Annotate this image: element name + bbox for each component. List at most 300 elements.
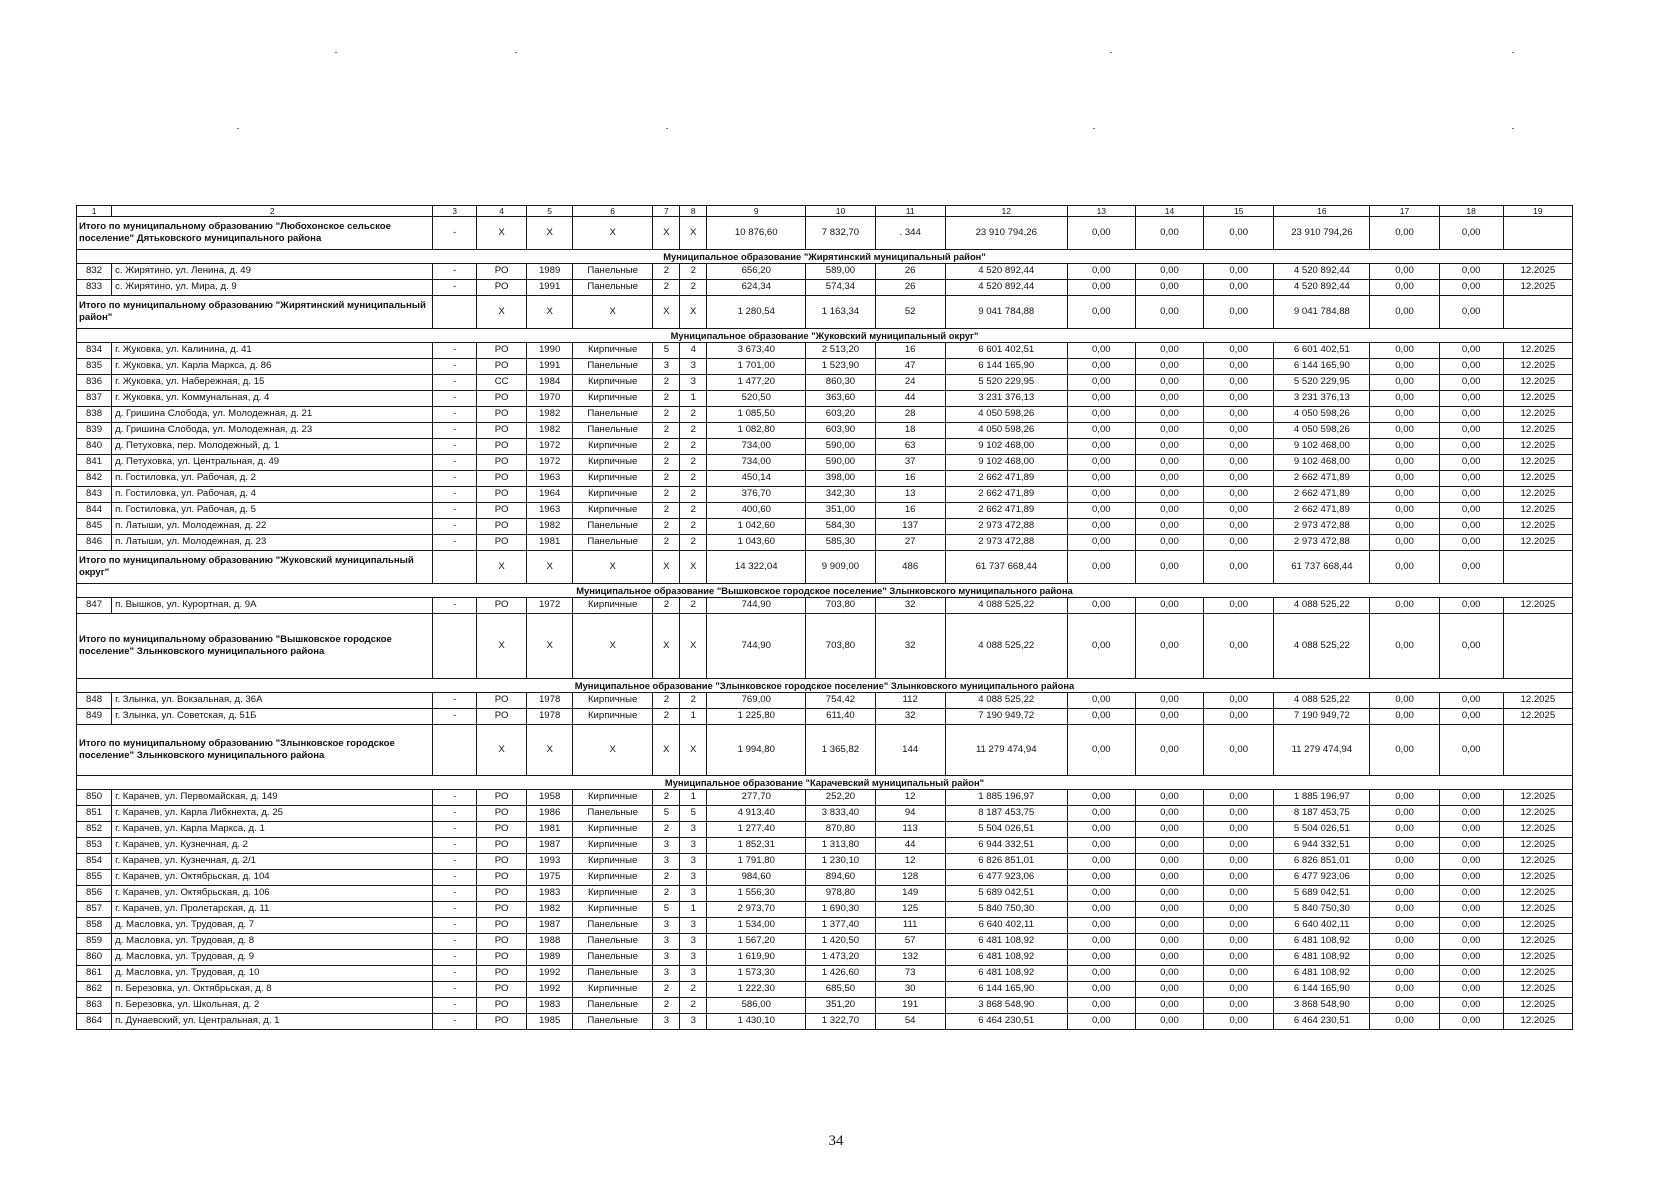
table-cell: 0,00 <box>1067 870 1135 886</box>
table-cell: 0,00 <box>1135 423 1203 439</box>
table-cell: 0,00 <box>1439 982 1503 998</box>
building-address: г. Карачев, ул. Карла Маркса, д. 1 <box>112 822 433 838</box>
table-cell: 0,00 <box>1204 264 1274 280</box>
table-cell: 0,00 <box>1439 343 1503 359</box>
table-cell: 0,00 <box>1067 790 1135 806</box>
table-cell: 6 826 851,01 <box>1274 854 1370 870</box>
table-row <box>77 487 1573 503</box>
table-cell: 1 701,00 <box>707 359 806 375</box>
table-cell: 2 513,20 <box>806 343 875 359</box>
table-cell: 1983 <box>527 886 572 902</box>
table-cell: - <box>433 535 476 551</box>
total-cell: 0,00 <box>1439 725 1503 776</box>
table-cell: 0,00 <box>1135 918 1203 934</box>
table-cell: 1958 <box>527 790 572 806</box>
table-cell: 1 690,30 <box>806 902 875 918</box>
table-cell: 0,00 <box>1370 950 1439 966</box>
table-cell: 3 <box>653 934 680 950</box>
table-cell: 585,30 <box>806 535 875 551</box>
table-cell: 7 190 949,72 <box>1274 709 1370 725</box>
table-cell: 6 477 923,06 <box>1274 870 1370 886</box>
table-cell: 2 <box>653 423 680 439</box>
table-cell: 28 <box>875 407 945 423</box>
table-cell: 2 <box>653 471 680 487</box>
table-cell: РО <box>476 487 527 503</box>
table-cell: РО <box>476 535 527 551</box>
table-cell: 2 <box>680 503 707 519</box>
table-row <box>77 503 1573 519</box>
table-cell: 0,00 <box>1067 407 1135 423</box>
table-cell: 1981 <box>527 822 572 838</box>
table-cell: - <box>433 280 476 296</box>
total-cell: X <box>572 614 653 679</box>
table-cell: 4 088 525,22 <box>1274 693 1370 709</box>
table-cell: 1 534,00 <box>707 918 806 934</box>
table-cell: 8 187 453,75 <box>945 806 1067 822</box>
table-cell: 1989 <box>527 264 572 280</box>
table-cell: 685,50 <box>806 982 875 998</box>
table-cell: 703,80 <box>806 598 875 614</box>
table-row <box>77 854 1573 870</box>
table-cell: 0,00 <box>1439 359 1503 375</box>
table-cell: 0,00 <box>1204 471 1274 487</box>
table-cell: 2 <box>653 693 680 709</box>
table-cell: 12.2025 <box>1503 1014 1572 1030</box>
table-cell: 12.2025 <box>1503 902 1572 918</box>
table-cell: - <box>433 1014 476 1030</box>
table-cell: 0,00 <box>1067 709 1135 725</box>
table-cell: 0,00 <box>1135 455 1203 471</box>
table-cell: - <box>433 455 476 471</box>
table-cell: 0,00 <box>1439 407 1503 423</box>
row-number: 860 <box>77 950 112 966</box>
table-cell: 12.2025 <box>1503 966 1572 982</box>
total-cell: X <box>680 725 707 776</box>
table-cell: 1 043,60 <box>707 535 806 551</box>
table-cell: 0,00 <box>1135 487 1203 503</box>
municipality-total-row <box>77 296 1573 329</box>
table-cell: 590,00 <box>806 455 875 471</box>
building-address: д. Масловка, ул. Трудовая, д. 8 <box>112 934 433 950</box>
table-cell: Кирпичные <box>572 391 653 407</box>
total-cell: 0,00 <box>1067 551 1135 584</box>
table-cell: 2 <box>680 280 707 296</box>
table-cell: 6 144 165,90 <box>945 982 1067 998</box>
table-cell: 0,00 <box>1370 886 1439 902</box>
table-cell: 1 082,80 <box>707 423 806 439</box>
table-cell: 2 <box>680 455 707 471</box>
table-cell: 4 050 598,26 <box>1274 407 1370 423</box>
table-cell: Панельные <box>572 519 653 535</box>
table-cell: 1 225,80 <box>707 709 806 725</box>
table-cell: 0,00 <box>1439 439 1503 455</box>
table-cell: 1 313,80 <box>806 838 875 854</box>
table-cell: 0,00 <box>1439 886 1503 902</box>
table-cell: 191 <box>875 998 945 1014</box>
table-cell: - <box>433 998 476 1014</box>
table-cell: РО <box>476 902 527 918</box>
table-cell: 0,00 <box>1204 359 1274 375</box>
table-cell: РО <box>476 423 527 439</box>
table-row <box>77 950 1573 966</box>
column-number-cell: 11 <box>875 206 945 217</box>
total-cell: 0,00 <box>1067 725 1135 776</box>
column-number-cell: 7 <box>653 206 680 217</box>
total-label: Итого по муниципальному образованию "Злынковское городское поселение" Злынковского муниципального района <box>77 725 433 776</box>
table-cell: РО <box>476 519 527 535</box>
table-cell: 0,00 <box>1067 950 1135 966</box>
building-address: г. Карачев, ул. Октябрьская, д. 104 <box>112 870 433 886</box>
table-row <box>77 918 1573 934</box>
table-cell: - <box>433 902 476 918</box>
table-cell: 6 481 108,92 <box>945 966 1067 982</box>
table-cell: 12.2025 <box>1503 918 1572 934</box>
table-cell: 2 <box>653 264 680 280</box>
table-cell: 0,00 <box>1204 982 1274 998</box>
table-cell: - <box>433 503 476 519</box>
table-cell: 1 420,50 <box>806 934 875 950</box>
table-cell: 2 <box>653 709 680 725</box>
table-cell: 0,00 <box>1067 902 1135 918</box>
municipality-section-header <box>77 679 1573 693</box>
table-row <box>77 693 1573 709</box>
column-number-cell: 4 <box>476 206 527 217</box>
total-cell: 32 <box>875 614 945 679</box>
table-cell: 4 520 892,44 <box>1274 280 1370 296</box>
register-sheet <box>76 205 1573 1030</box>
housing-register-table <box>76 205 1573 1030</box>
column-number-row <box>77 206 1573 217</box>
table-cell: РО <box>476 598 527 614</box>
total-cell: 0,00 <box>1370 217 1439 250</box>
table-cell: - <box>433 822 476 838</box>
table-cell: - <box>433 854 476 870</box>
table-cell: 5 840 750,30 <box>1274 902 1370 918</box>
table-cell: 1990 <box>527 343 572 359</box>
table-cell: 0,00 <box>1370 709 1439 725</box>
table-cell: 3 231 376,13 <box>1274 391 1370 407</box>
building-address: д. Масловка, ул. Трудовая, д. 10 <box>112 966 433 982</box>
table-cell: 0,00 <box>1067 998 1135 1014</box>
table-cell: 7 190 949,72 <box>945 709 1067 725</box>
total-cell: X <box>527 614 572 679</box>
row-number: 837 <box>77 391 112 407</box>
table-cell: 0,00 <box>1439 280 1503 296</box>
table-cell: - <box>433 407 476 423</box>
table-cell: 37 <box>875 455 945 471</box>
table-cell: 6 944 332,51 <box>945 838 1067 854</box>
table-cell: 0,00 <box>1439 806 1503 822</box>
table-cell: 2 <box>680 519 707 535</box>
table-cell: 5 689 042,51 <box>945 886 1067 902</box>
table-cell: 0,00 <box>1067 519 1135 535</box>
table-cell: 0,00 <box>1439 918 1503 934</box>
table-cell: 0,00 <box>1439 693 1503 709</box>
table-row <box>77 806 1573 822</box>
table-cell: РО <box>476 1014 527 1030</box>
table-cell: 0,00 <box>1135 535 1203 551</box>
table-cell: 2 <box>680 998 707 1014</box>
table-cell: Кирпичные <box>572 455 653 471</box>
table-cell: 2 <box>653 519 680 535</box>
table-cell: 12.2025 <box>1503 439 1572 455</box>
table-cell: 0,00 <box>1439 264 1503 280</box>
table-cell: 44 <box>875 391 945 407</box>
building-address: г. Злынка, ул. Вокзальная, д. 36А <box>112 693 433 709</box>
table-cell: 351,00 <box>806 503 875 519</box>
table-cell: 112 <box>875 693 945 709</box>
total-cell: 0,00 <box>1204 551 1274 584</box>
table-cell: 12.2025 <box>1503 886 1572 902</box>
building-address: д. Петуховка, пер. Молодежный, д. 1 <box>112 439 433 455</box>
table-cell: 12.2025 <box>1503 423 1572 439</box>
total-cell: 61 737 668,44 <box>945 551 1067 584</box>
municipality-total-row <box>77 725 1573 776</box>
table-cell: 1978 <box>527 709 572 725</box>
table-cell: РО <box>476 822 527 838</box>
column-number-cell: 17 <box>1370 206 1439 217</box>
building-address: д. Гришина Слобода, ул. Молодежная, д. 23 <box>112 423 433 439</box>
table-cell: 1986 <box>527 806 572 822</box>
table-cell: 351,20 <box>806 998 875 1014</box>
table-cell: 12.2025 <box>1503 535 1572 551</box>
building-address: п. Березовка, ул. Школьная, д. 2 <box>112 998 433 1014</box>
table-cell: 2 973 472,88 <box>945 519 1067 535</box>
column-number-cell: 5 <box>527 206 572 217</box>
table-cell: 1982 <box>527 407 572 423</box>
table-cell: 0,00 <box>1135 838 1203 854</box>
total-cell: 0,00 <box>1135 217 1203 250</box>
table-row <box>77 790 1573 806</box>
total-cell: 9 909,00 <box>806 551 875 584</box>
total-cell: 23 910 794,26 <box>1274 217 1370 250</box>
total-cell: X <box>476 725 527 776</box>
table-cell: Кирпичные <box>572 503 653 519</box>
scan-speck <box>1093 128 1095 129</box>
table-cell: 0,00 <box>1135 822 1203 838</box>
table-cell: 0,00 <box>1067 439 1135 455</box>
table-cell: Панельные <box>572 934 653 950</box>
table-cell: 24 <box>875 375 945 391</box>
table-cell: 2 973 472,88 <box>1274 519 1370 535</box>
table-cell: 4 520 892,44 <box>945 280 1067 296</box>
total-cell: 1 163,34 <box>806 296 875 329</box>
table-cell: - <box>433 487 476 503</box>
table-cell: 1981 <box>527 535 572 551</box>
total-cell: X <box>653 614 680 679</box>
table-row <box>77 343 1573 359</box>
table-cell: 1 377,40 <box>806 918 875 934</box>
table-cell: 0,00 <box>1370 982 1439 998</box>
total-cell: X <box>680 217 707 250</box>
table-cell: 5 <box>680 806 707 822</box>
table-row <box>77 1014 1573 1030</box>
table-cell: 624,34 <box>707 280 806 296</box>
table-cell: 12.2025 <box>1503 934 1572 950</box>
table-cell: 1 567,20 <box>707 934 806 950</box>
table-cell: 0,00 <box>1204 902 1274 918</box>
table-cell: 4 088 525,22 <box>945 598 1067 614</box>
table-cell: 12.2025 <box>1503 391 1572 407</box>
table-cell: 3 <box>680 1014 707 1030</box>
total-cell <box>1503 551 1572 584</box>
total-cell: X <box>653 551 680 584</box>
table-cell: 0,00 <box>1439 966 1503 982</box>
table-cell: 12.2025 <box>1503 280 1572 296</box>
total-cell: 0,00 <box>1204 725 1274 776</box>
table-cell: 0,00 <box>1067 343 1135 359</box>
table-cell: 1 852,31 <box>707 838 806 854</box>
table-cell: 12.2025 <box>1503 359 1572 375</box>
table-cell: 1972 <box>527 598 572 614</box>
column-number-cell: 16 <box>1274 206 1370 217</box>
table-cell: 0,00 <box>1370 966 1439 982</box>
table-cell: 12.2025 <box>1503 838 1572 854</box>
municipality-total-row <box>77 551 1573 584</box>
municipality-section-header <box>77 329 1573 343</box>
total-label: Итого по муниципальному образованию "Любохонское сельское поселение" Дятьковского муниципального района <box>77 217 433 250</box>
table-cell: 754,42 <box>806 693 875 709</box>
table-cell: 0,00 <box>1439 934 1503 950</box>
table-cell: 3 <box>680 854 707 870</box>
table-cell: 2 <box>653 439 680 455</box>
table-cell: 574,34 <box>806 280 875 296</box>
table-cell: 1983 <box>527 998 572 1014</box>
table-cell: 1987 <box>527 918 572 934</box>
table-cell: РО <box>476 950 527 966</box>
table-cell: 1 473,20 <box>806 950 875 966</box>
table-cell: 0,00 <box>1204 709 1274 725</box>
table-cell: 1 042,60 <box>707 519 806 535</box>
row-number: 839 <box>77 423 112 439</box>
total-cell: 0,00 <box>1135 551 1203 584</box>
table-cell: - <box>433 806 476 822</box>
table-cell: 0,00 <box>1204 790 1274 806</box>
table-cell: - <box>433 918 476 934</box>
row-number: 855 <box>77 870 112 886</box>
table-cell: 0,00 <box>1439 598 1503 614</box>
row-number: 838 <box>77 407 112 423</box>
total-cell: 0,00 <box>1135 614 1203 679</box>
total-cell: X <box>680 614 707 679</box>
column-number-cell: 12 <box>945 206 1067 217</box>
table-row <box>77 902 1573 918</box>
column-number-cell: 1 <box>77 206 112 217</box>
building-address: г. Жуковка, ул. Набережная, д. 15 <box>112 375 433 391</box>
table-cell: 2 973,70 <box>707 902 806 918</box>
table-cell: Панельные <box>572 918 653 934</box>
table-cell: 984,60 <box>707 870 806 886</box>
table-cell: 4 050 598,26 <box>945 423 1067 439</box>
table-cell: 0,00 <box>1370 998 1439 1014</box>
table-cell: Панельные <box>572 950 653 966</box>
building-address: с. Жирятино, ул. Мира, д. 9 <box>112 280 433 296</box>
table-cell: 1992 <box>527 982 572 998</box>
total-cell: X <box>653 296 680 329</box>
table-cell: 0,00 <box>1135 870 1203 886</box>
table-cell: 0,00 <box>1370 407 1439 423</box>
row-number: 847 <box>77 598 112 614</box>
table-cell: РО <box>476 870 527 886</box>
table-cell: 54 <box>875 1014 945 1030</box>
table-cell: 0,00 <box>1439 423 1503 439</box>
table-cell: - <box>433 375 476 391</box>
table-cell: 0,00 <box>1135 693 1203 709</box>
total-cell <box>433 725 476 776</box>
section-title: Муниципальное образование "Жуковский муниципальный округ" <box>77 329 1573 343</box>
scan-speck <box>1110 52 1112 53</box>
table-body <box>77 206 1573 1030</box>
building-address: д. Масловка, ул. Трудовая, д. 7 <box>112 918 433 934</box>
table-cell: 1 791,80 <box>707 854 806 870</box>
table-cell: 1991 <box>527 359 572 375</box>
table-cell: 6 601 402,51 <box>1274 343 1370 359</box>
table-cell: 1 885 196,97 <box>945 790 1067 806</box>
building-address: г. Карачев, ул. Карла Либкнехта, д. 25 <box>112 806 433 822</box>
table-cell: 0,00 <box>1439 950 1503 966</box>
table-cell: 1975 <box>527 870 572 886</box>
row-number: 854 <box>77 854 112 870</box>
table-cell: 0,00 <box>1370 455 1439 471</box>
table-cell: 1 573,30 <box>707 966 806 982</box>
table-cell: 0,00 <box>1067 423 1135 439</box>
table-cell: 3 <box>653 854 680 870</box>
table-cell: 113 <box>875 822 945 838</box>
table-cell: 0,00 <box>1204 886 1274 902</box>
total-cell: 9 041 784,88 <box>945 296 1067 329</box>
building-address: г. Жуковка, ул. Калинина, д. 41 <box>112 343 433 359</box>
table-cell: 2 <box>653 407 680 423</box>
table-cell: 1 <box>680 790 707 806</box>
section-title: Муниципальное образование "Злынковское городское поселение" Злынковского муниципального района <box>77 679 1573 693</box>
table-cell: 611,40 <box>806 709 875 725</box>
table-cell: - <box>433 790 476 806</box>
table-cell: 2 <box>653 870 680 886</box>
table-cell: РО <box>476 455 527 471</box>
table-cell: 744,90 <box>707 598 806 614</box>
table-cell: 1972 <box>527 455 572 471</box>
table-cell: 4 520 892,44 <box>1274 264 1370 280</box>
total-cell: X <box>527 551 572 584</box>
column-number-cell: 10 <box>806 206 875 217</box>
table-cell: Кирпичные <box>572 790 653 806</box>
table-cell: 0,00 <box>1135 471 1203 487</box>
table-cell: 2 662 471,89 <box>945 471 1067 487</box>
table-cell: 2 <box>653 503 680 519</box>
table-cell: 0,00 <box>1135 503 1203 519</box>
table-cell: 1972 <box>527 439 572 455</box>
table-cell: 12.2025 <box>1503 455 1572 471</box>
table-cell: 0,00 <box>1067 838 1135 854</box>
table-row <box>77 838 1573 854</box>
table-cell: 5 504 026,51 <box>945 822 1067 838</box>
table-cell: Панельные <box>572 1014 653 1030</box>
row-number: 848 <box>77 693 112 709</box>
table-cell: 6 464 230,51 <box>1274 1014 1370 1030</box>
table-cell: Кирпичные <box>572 982 653 998</box>
table-cell: 2 <box>653 535 680 551</box>
total-cell: 0,00 <box>1067 296 1135 329</box>
table-cell: 1988 <box>527 934 572 950</box>
table-cell: 0,00 <box>1370 423 1439 439</box>
table-row <box>77 391 1573 407</box>
row-number: 858 <box>77 918 112 934</box>
total-cell <box>433 614 476 679</box>
building-address: д. Гришина Слобода, ул. Молодежная, д. 21 <box>112 407 433 423</box>
table-cell: 734,00 <box>707 439 806 455</box>
table-cell: Кирпичные <box>572 902 653 918</box>
table-cell: 5 <box>653 806 680 822</box>
